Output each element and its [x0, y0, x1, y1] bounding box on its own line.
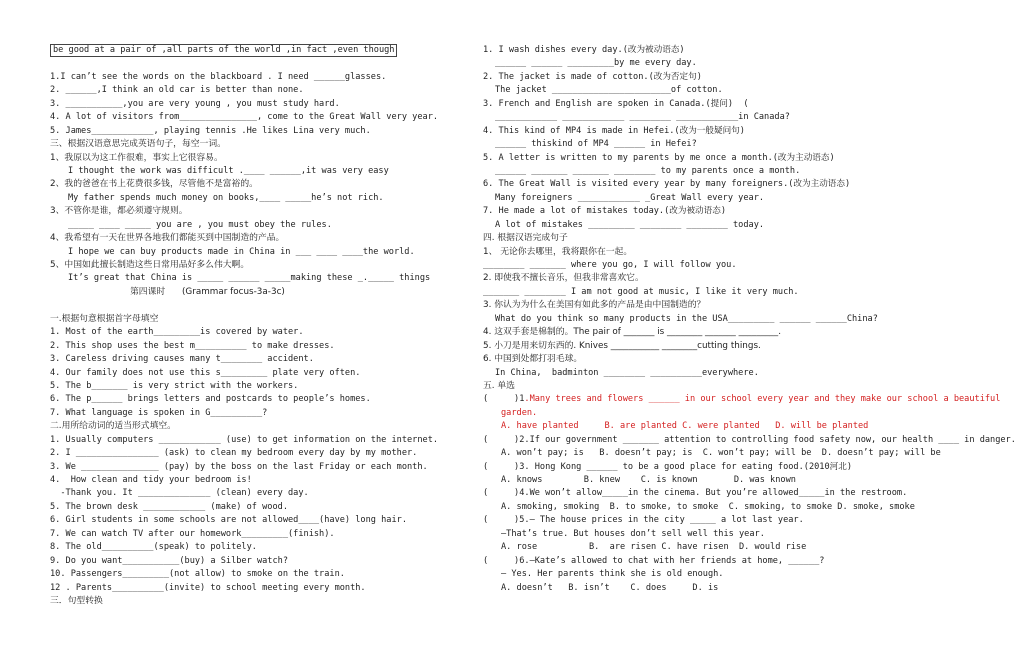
worksheet-line: [50, 340, 480, 353]
line-text: ________ _______ where you go, I will follow you.: [483, 260, 737, 270]
line-text: In China, badminton ________ __________everywhere.: [495, 367, 759, 378]
line-text: 6. Girl students in some schools are not allowed____(have) long hair.: [50, 515, 407, 526]
worksheet-line: [50, 568, 480, 581]
worksheet-line: [483, 501, 950, 514]
line-text: 3. Careless driving causes many t________ accident.: [50, 354, 314, 365]
worksheet-line: [50, 71, 480, 84]
worksheet-line: [483, 407, 950, 420]
line-text: 9. Do you want___________(buy) a Silber watch?: [50, 555, 288, 566]
worksheet-line: [50, 98, 480, 111]
line-text: _____ ____ _____ you are , you must obey the rules.: [68, 219, 332, 230]
line-text: A. won’t pay; is B. doesn’t pay; is C. won’t pay; will be D. doesn’t pay; will be: [501, 448, 941, 459]
line-text: 2. 即使我不擅长音乐，但我非常喜欢它。: [483, 273, 644, 284]
line-text: 四. 根据汉语完成句子: [483, 233, 568, 244]
line-text: A. rose B. are risen C. have risen D. would rise: [501, 542, 807, 553]
line-text: 1. I wash dishes every day.(改为被动语态): [483, 45, 685, 55]
line-text: ______ thiskind of MP4 ______ in Hefei?: [495, 139, 697, 150]
line-text: 7. We can watch TV after our homework_________(finish).: [50, 528, 335, 539]
line-text: 2. This shop uses the best m__________ to make dresses.: [50, 340, 335, 351]
worksheet-line: [50, 367, 480, 380]
worksheet-line: [483, 514, 950, 527]
worksheet-line: [50, 84, 480, 97]
line-text: 1、 无论你去哪里，我将跟你在一起。: [483, 246, 633, 257]
section-heading-line: [50, 313, 480, 326]
line-text: garden.: [501, 407, 538, 418]
worksheet-line: [483, 568, 950, 581]
worksheet-line: [483, 434, 1016, 447]
line-text: 5. The b_______ is very strict with the workers.: [50, 380, 299, 391]
line-text: 3. French and English are spoken in Canada.(提问) (: [483, 98, 749, 109]
line-text: 二.用所给动词的适当形式填空。: [50, 421, 176, 432]
worksheet-line: [483, 192, 950, 205]
line-text: ( )3. Hong Kong ______ to be a good place for eating food.(2010河北): [483, 461, 853, 472]
line-text: 8. The old__________(speak) to politely.: [50, 542, 257, 553]
section-heading-line: [50, 138, 480, 151]
section-heading-line: [483, 232, 950, 245]
line-text: 4、我希望有一天在世界各地我们都能买到中国制造的产品。: [50, 233, 285, 244]
section-heading-line: [483, 246, 950, 259]
line-text: 3. ___________,you are very young , you must study hard.: [50, 98, 340, 109]
line-text: A lot of mistakes _________ ________ ________ today.: [495, 219, 765, 230]
worksheet-line: [483, 44, 950, 57]
line-text: 5. James____________, playing tennis .He likes Lina very much.: [50, 125, 371, 136]
line-text: A. smoking, smoking B. to smoke, to smoke C. smoking, to smoke D. smoke, smoke: [501, 501, 915, 512]
line-text: 2、我的爸爸在书上花费很多钱，尽管他不是富裕的。: [50, 179, 258, 190]
worksheet-line: [483, 84, 950, 97]
left-column: [50, 44, 480, 608]
line-text: My father spends much money on books,____ _____he’s not rich.: [68, 192, 384, 203]
worksheet-line: [50, 487, 480, 500]
section-heading-line: [50, 420, 480, 433]
section-heading-line: [50, 152, 480, 165]
line-text: ( )2.If our government _______ attention to controlling food safety now, our health ____ in danger.: [483, 434, 1016, 445]
worksheet-line: [483, 528, 950, 541]
worksheet-line: [483, 487, 950, 500]
line-text: A. doesn’t B. isn’t C. does D. is: [501, 582, 719, 593]
line-text: 1. Most of the earth_________is covered by water.: [50, 327, 304, 338]
line-text: The jacket _______________________of cotton.: [495, 85, 723, 96]
worksheet-line: [483, 98, 950, 111]
worksheet-line: [50, 541, 480, 554]
worksheet-line: [50, 380, 480, 393]
worksheet-line: [483, 152, 950, 165]
line-text: ( )6.—Kate’s allowed to chat with her friends at home, ______?: [483, 555, 825, 566]
line-text: 五. 单选: [483, 380, 515, 391]
line-text: 3. 你认为为什么在美国有如此多的产品是由中国制造的？: [483, 300, 706, 311]
worksheet-line: [483, 393, 1001, 406]
line-text: 一.根据句意根据首字母填空: [50, 313, 159, 324]
section-heading-line: [483, 380, 950, 393]
worksheet-line: [483, 286, 950, 299]
line-text: ____________ ____________ ________ ____________in Canada?: [495, 112, 790, 123]
section-heading-line: [50, 178, 480, 191]
line-text: 6. The p______ brings letters and postcards to people’s homes.: [50, 394, 371, 405]
line-text: 5. The brown desk ____________ (make) of wood.: [50, 501, 288, 512]
worksheet-line: [483, 178, 950, 191]
line-text: 4. Our family does not use this s_________ plate very often.: [50, 367, 361, 378]
section-heading-line: [483, 353, 950, 366]
red-answer-text: .Many trees and flowers ______ in our school every year and they make our school a beautiful: [524, 394, 1001, 405]
worksheet-line: [50, 246, 480, 259]
right-column: [483, 44, 1016, 595]
worksheet-line: [50, 407, 480, 420]
worksheet-line: [483, 111, 950, 124]
worksheet-line: [483, 219, 950, 232]
line-text: ( )5.— The house prices in the city _____ a lot last year.: [483, 515, 804, 526]
worksheet-line: [483, 447, 950, 460]
worksheet-line: [483, 313, 950, 326]
worksheet-line: [50, 111, 480, 124]
worksheet-line: [50, 219, 480, 232]
worksheet-line: [483, 461, 950, 474]
line-text: 6. 中国到处都打羽毛球。: [483, 354, 583, 365]
worksheet-line: [483, 474, 950, 487]
section-heading-line: [483, 272, 950, 285]
worksheet-line: [483, 165, 950, 178]
line-text: 4. This kind of MP4 is made in Hefei.(改为一般疑问句): [483, 125, 745, 136]
worksheet-line: [50, 461, 480, 474]
worksheet-line: [50, 447, 480, 460]
worksheet-line: [483, 582, 950, 595]
line-text: I hope we can buy products made in China in ___ ____ ____the world.: [68, 246, 415, 257]
worksheet-line: [50, 299, 480, 312]
worksheet-line: [50, 192, 480, 205]
line-text: 2. The jacket is made of cotton.(改为否定句): [483, 71, 702, 82]
section-heading-line: [50, 286, 480, 299]
worksheet-line: [483, 555, 950, 568]
worksheet-line: [50, 528, 480, 541]
line-text: 2. I ________________ (ask) to clean my bedroom every day by my mother.: [50, 448, 418, 459]
section-heading-line: [483, 340, 950, 353]
line-text: 1. Usually computers ____________ (use) to get information on the internet.: [50, 434, 439, 445]
line-text: 2. ______,I think an old car is better than none.: [50, 85, 304, 96]
line-text: — Yes. Her parents think she is old enough.: [501, 569, 724, 580]
worksheet-line: [483, 57, 950, 70]
worksheet-line: [50, 353, 480, 366]
line-text: -Thank you. It ______________ (clean) every day.: [50, 488, 309, 499]
line-text: 10. Passengers_________(not allow) to smoke on the train.: [50, 569, 345, 580]
line-text: Many foreigners ____________ _Great Wall every year.: [495, 192, 765, 203]
line-text: ______ ______ _________by me every day.: [495, 58, 697, 69]
worksheet-line: [50, 165, 480, 178]
worksheet-line: [483, 420, 950, 433]
worksheet-line: [50, 326, 480, 339]
section-heading-line: [50, 595, 480, 608]
line-text: 7. What language is spoken in G__________?: [50, 407, 268, 418]
line-text: A. have planted B. are planted C. were planted D. will be planted: [501, 421, 869, 432]
worksheet-line: [483, 367, 950, 380]
line-text: What do you think so many products in the USA_________ ______ ______China?: [495, 313, 878, 324]
line-text: 12 . Parents__________(invite) to school meeting every month.: [50, 582, 366, 593]
worksheet-line: [50, 474, 480, 487]
section-heading-line: [50, 259, 480, 272]
worksheet-line: [483, 205, 950, 218]
section-heading-line: [50, 232, 480, 245]
worksheet-line: [50, 514, 480, 527]
line-text: I thought the work was difficult .____ ______,it was very easy: [68, 165, 389, 176]
line-text: 7. He made a lot of mistakes today.(改为被动语态): [483, 206, 726, 217]
line-text: 1.I can’t see the words on the blackboard . I need ______glasses.: [50, 71, 387, 82]
line-text: —That’s true. But houses don’t sell well this year.: [501, 528, 765, 539]
line-text: It’s great that China is _____ ______ _____making these _._____ things: [68, 273, 431, 284]
line-text: 6. The Great Wall is visited every year by many foreigners.(改为主动语态): [483, 179, 851, 190]
worksheet-line: [483, 71, 950, 84]
line-prefix: ( )1: [483, 394, 525, 405]
worksheet-line: [50, 501, 480, 514]
worksheet-line: [50, 57, 480, 70]
worksheet-line: [50, 582, 480, 595]
line-text: _______ ________ I am not good at music, I like it very much.: [483, 286, 799, 297]
line-text: ( )4.We won’t allow_____in the cinema. But you’re allowed_____in the restroom.: [483, 488, 908, 499]
section-heading-line: [50, 205, 480, 218]
line-text: 5、中国如此擅长制造这些日常用品好多么伟大啊。: [50, 260, 250, 270]
line-text: 3、不管你是谁，都必须遵守规则。: [50, 206, 188, 217]
line-text: 4. How clean and tidy your bedroom is!: [50, 475, 252, 485]
line-text: ______ _______ _______ ________ to my parents once a month.: [495, 165, 801, 176]
worksheet-line: [483, 125, 950, 138]
line-text: 4. A lot of visitors from_______________, come to the Great Wall very year.: [50, 112, 439, 123]
word-bank-box: be good at a pair of ,all parts of the world ,in fact ,even though: [50, 44, 397, 57]
worksheet-line: [50, 44, 480, 57]
worksheet-line: [50, 125, 480, 138]
line-text: 三、根据汉语意思完成英语句子，每空一词。: [50, 139, 226, 150]
worksheet-line: [483, 541, 950, 554]
worksheet-line: [50, 555, 480, 568]
line-text: 3. We _______________ (pay) by the boss on the last Friday or each month.: [50, 461, 428, 472]
line-text: 5. A letter is written to my parents by me once a month.(改为主动语态): [483, 152, 835, 163]
line-text: 4. 这双手套是棉制的。The pair of _______ is ________ _______ _________.: [483, 327, 781, 338]
line-text: A. knows B. knew C. is known D. was known: [501, 475, 796, 485]
section-heading-line: [483, 326, 950, 339]
worksheet-line: [50, 393, 480, 406]
worksheet-line: [50, 272, 480, 285]
worksheet-line: [50, 434, 480, 447]
worksheet-line: [483, 259, 950, 272]
line-text: 5. 小刀是用来切东西的. Knives ___________ ________cutting things.: [483, 340, 761, 351]
section-heading-line: [483, 299, 950, 312]
worksheet-line: [483, 138, 950, 151]
line-text: 第四课时 (Grammar focus-3a-3c): [130, 286, 285, 297]
line-text: 1、我原以为这工作很难，事实上它很容易。: [50, 152, 223, 163]
line-text: 三．句型转换: [50, 595, 103, 606]
